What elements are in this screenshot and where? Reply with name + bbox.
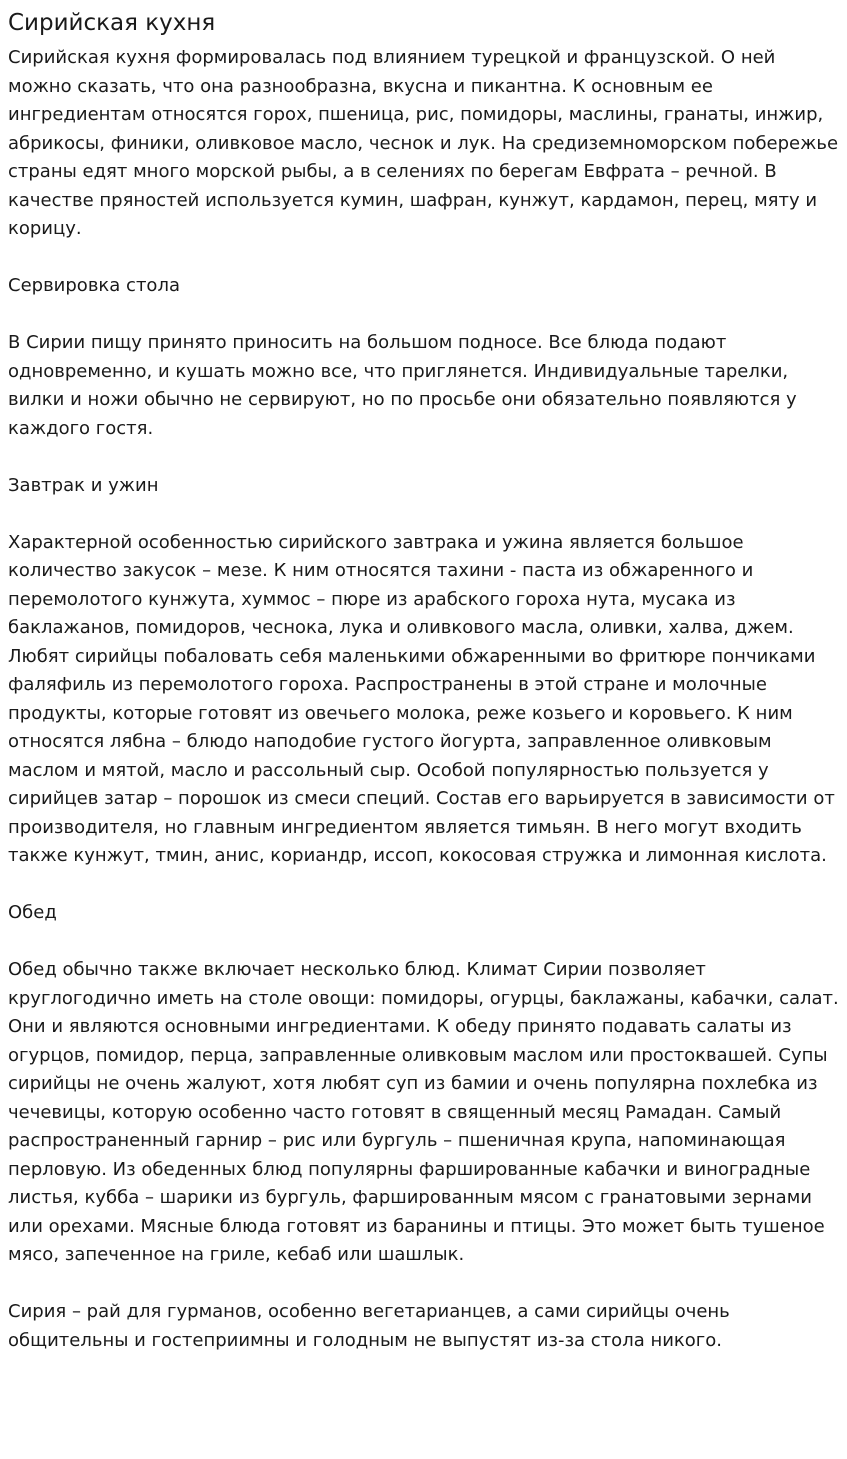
intro-paragraph: Сирийская кухня формировалась под влиянием турецкой и французской. О ней можно сказать, что она разнообразна, вкусна и пикантна. К основным ее ингредиентам относятся горох, пшеница, рис, помидоры, маслины, гранаты, инжир, абрикосы, финики, оливковое масло, чеснок и лук. На средиземноморском побережье страны едят много морской рыбы, а в селениях по берегам Евфрата – речной. В качестве пряностей используется кумин, шафран, кунжут, кардамон, перец, мяту и корицу. (8, 47, 839, 239)
spacer (8, 301, 843, 330)
section-heading-breakfast: Завтрак и ужин (8, 474, 159, 496)
spacer (8, 244, 843, 273)
section-heading-lunch: Обед (8, 902, 57, 923)
section-text-breakfast: Характерной особенностью сирийского завтрака и ужина является большое количество закусок – мезе. К ним относятся тахини - паста из обжаренного и перемолотого кунжута, хуммос – пюре из арабского гороха нута, мусака из баклажанов, помидоров, чеснока, лука и оливкового масла, оливки, халва, джем. Любят сирийцы побаловать себя маленькими обжаренными во фритюре пончиками фаляфиль из перемолотого гороха. Распространены в этой стране и молочные продукты, которые готовят из овечьего молока, реже козьего и коровьего. К ним относятся лябна – блюдо наподобие густого йогурта, заправленное оливковым маслом и мятой, масло и рассольный сыр. Особой популярностью пользуется у сирийцев затар – порошок из смеси специй. Состав его варьируется в зависимости от производителя, но главным ингредиентом является тимьян. В него могут входить также кунжут, тмин, анис, кориандр, иссоп, кокосовая стружка и лимонная кислота. (8, 531, 835, 866)
article (8, 0, 843, 1355)
spacer (8, 871, 843, 900)
section-text-serving: В Сирии пищу принято приносить на большом подносе. Все блюда подают одновременно, и кушать можно все, что приглянется. Индивидуальные тарелки, вилки и ножи обычно не сервируют, но по просьбе они обязательно появляются у каждого гостя. (8, 332, 797, 439)
spacer (8, 1270, 843, 1299)
section-heading-serving: Сервировка стола (8, 275, 180, 296)
spacer (8, 928, 843, 957)
conclusion-paragraph: Сирия – рай для гурманов, особенно вегетарианцев, а сами сирийцы очень общительны и гостеприимны и голодным не выпустят из-за стола никого. (8, 1301, 730, 1351)
spacer (8, 500, 843, 529)
spacer (8, 443, 843, 472)
section-text-lunch: Обед обычно также включает несколько блюд. Климат Сирии позволяет круглогодично иметь на столе овощи: помидоры, огурцы, баклажаны, кабачки, салат. Они и являются основными ингредиентами. К обеду принято подавать салаты из огурцов, помидор, перца, заправленные оливковым маслом или простоквашей. Супы сирийцы не очень жалуют, хотя любят суп из бамии и очень популярна похлебка из чечевицы, которую особенно часто готовят в священный месяц Рамадан. Самый распространенный гарнир – рис или бургуль – пшеничная крупа, напоминающая перловую. Из обеденных блюд популярны фаршированные кабачки и виноградные листья, кубба – шарики из бургуль, фаршированным мясом с гранатовыми зернами или орехами. Мясные блюда готовят из баранины и птицы. Это может быть тушеное мясо, запеченное на гриле, кебаб или шашлык. (8, 959, 839, 1265)
page-title: Сирийская кухня (8, 10, 216, 36)
